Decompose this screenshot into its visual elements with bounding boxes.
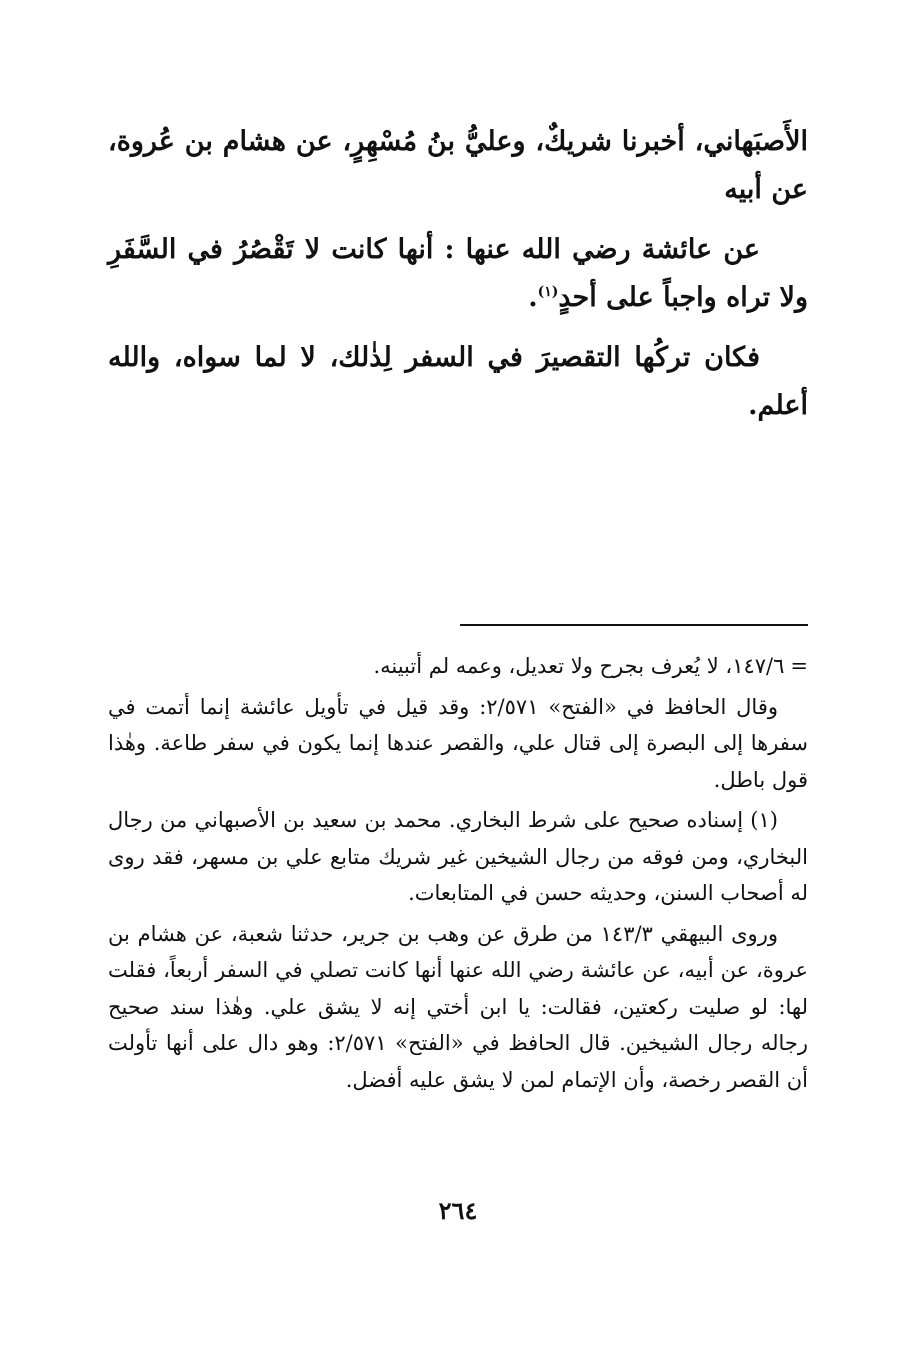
continuation-mark: =: [790, 654, 808, 678]
footnote-continuation: [108, 648, 808, 685]
main-text: [108, 118, 808, 442]
main-paragraph-hadith: [108, 226, 808, 322]
continuation-text: ١٤٧/٦، لا يُعرف بجرح ولا تعديل، وعمه لم أتبينه.: [373, 654, 785, 678]
hadith-text: عن عائشة رضي الله عنها : أنها كانت لا تَقْصُرُ في السَّفَرِ ولا تراه واجباً على أحدٍ: [108, 234, 808, 313]
hadith-end: .: [528, 282, 538, 313]
footnote-1: (١) إسناده صحيح على شرط البخاري. محمد بن سعيد بن الأصبهاني من رجال البخاري، ومن فوقه من رجال الشيخين غير شريك متابع علي بن مسهر، فقد روى له أصحاب السنن، وحديثه حسن في المتابعات.: [108, 808, 808, 905]
main-paragraph-conclusion: فكان تركُها التقصيرَ في السفر لِذٰلك، لا لما سواه، والله أعلم.: [108, 342, 808, 421]
footnote-bayhaqi: وروى البيهقي ١٤٣/٣ من طرق عن وهب بن جرير، حدثنا شعبة، عن هشام بن عروة، عن أبيه، عن عائشة رضي الله عنها أنها كانت تصلي في السفر أربعاً، فقلت لها: لو صليت ركعتين، فقالت: يا ابن أختي إنه لا يشق علي. وهٰذا سند صحيح رجاله رجال الشيخين. قال الحافظ في «الفتح» ٢/٥٧١: وهو دال على أنها تأولت أن القصر رخصة، وأن الإتمام لمن لا يشق عليه أفضل.: [108, 921, 808, 1092]
footnote-fath-quote: وقال الحافظ في «الفتح» ٢/٥٧١: وقد قيل في تأويل عائشة إنما أتمت في سفرها إلى البصرة إلى قتال علي، والقصر عندها إنما يكون في سفر طاعة. وهٰذا قول باطل.: [108, 694, 808, 792]
page-number: ٢٦٤: [438, 1196, 478, 1225]
footnote-reference: (١): [537, 284, 559, 300]
footnotes: [108, 648, 808, 1102]
footnote-separator: [460, 624, 808, 626]
main-paragraph-chain: الأَصبَهاني، أخبرنا شريكٌ، وعليُّ بنُ مُسْهِرٍ، عن هشام بن عُروة، عن أبيه: [108, 126, 808, 205]
